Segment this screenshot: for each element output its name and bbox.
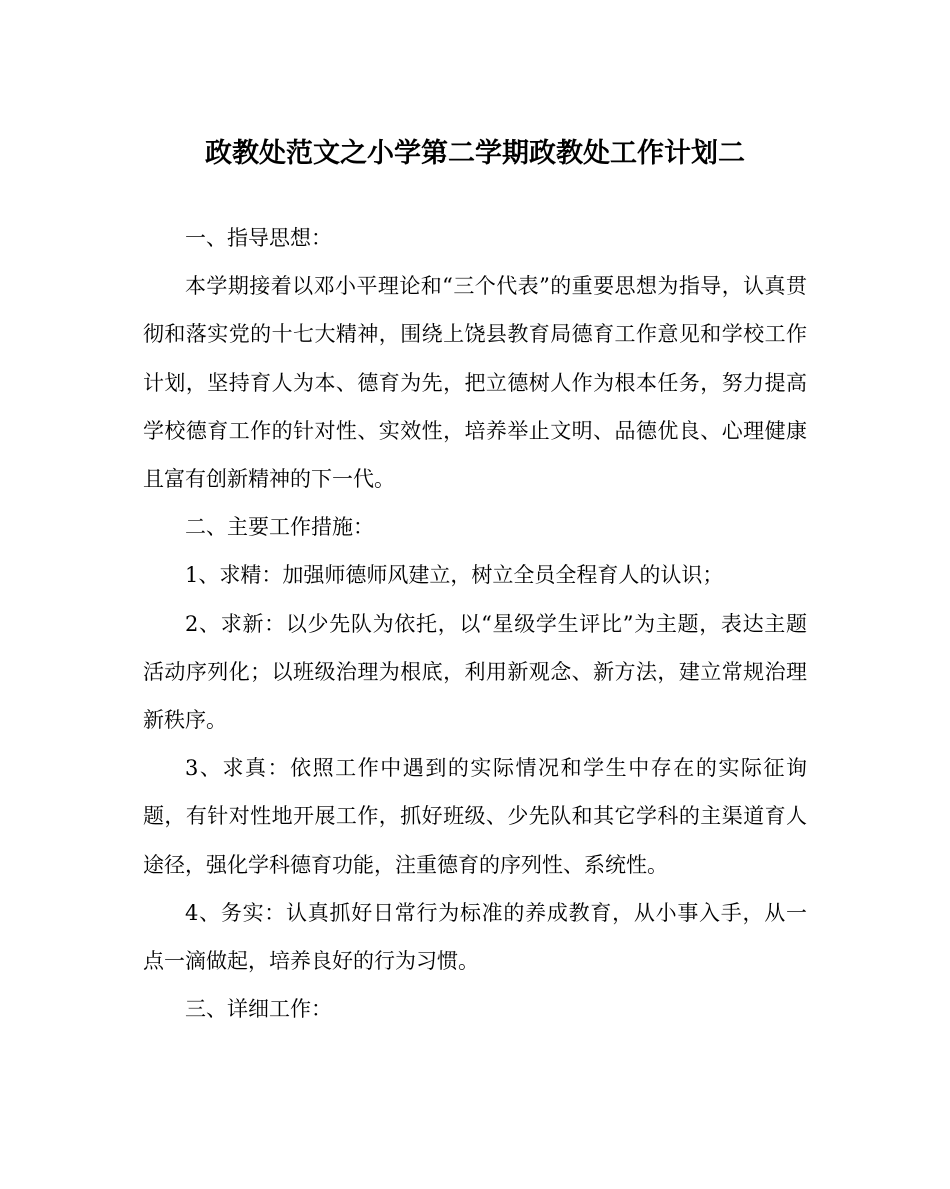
measure-item-3: 3、求真：依照工作中遇到的实际情况和学生中存在的实际征询题，有针对性地开展工作，抓好班级、少先队和其它学科的主渠道育人途径，强化学科德育功能，注重德育的序列性、系统性。 bbox=[143, 756, 807, 877]
paragraph-guiding-thought: 本学期接着以邓小平理论和“三个代表”的重要思想为指导，认真贯彻和落实党的十七大精神，围绕上饶县教育局德育工作意见和学校工作计划，坚持育人为本、德育为先，把立德树人作为根本任务，努力提高学校德育工作的针对性、实效性，培养举止文明、品德优良、心理健康且富有创新精神的下一代。 bbox=[143, 274, 807, 492]
measure-item-4: 4、务实：认真抓好日常行为标准的养成教育，从小事入手，从一点一滴做起，培养良好的行为习惯。 bbox=[143, 900, 807, 974]
measure-item-2: 2、求新：以少先队为依托，以“星级学生评比”为主题，表达主题活动序列化；以班级治理为根底，利用新观念、新方法，建立常规治理新秩序。 bbox=[143, 611, 807, 733]
section-heading-main-measures: 二、主要工作措施： bbox=[185, 515, 374, 540]
measure-item-1: 1、求精：加强师德师风建立，树立全员全程育人的认识； bbox=[185, 563, 724, 588]
document-title: 政教处范文之小学第二学期政教处工作计划二 bbox=[205, 138, 745, 169]
section-heading-detailed-work: 三、详细工作： bbox=[185, 997, 332, 1022]
document-body bbox=[143, 214, 807, 1033]
section-heading-guiding-thought: 一、指导思想： bbox=[185, 226, 332, 250]
